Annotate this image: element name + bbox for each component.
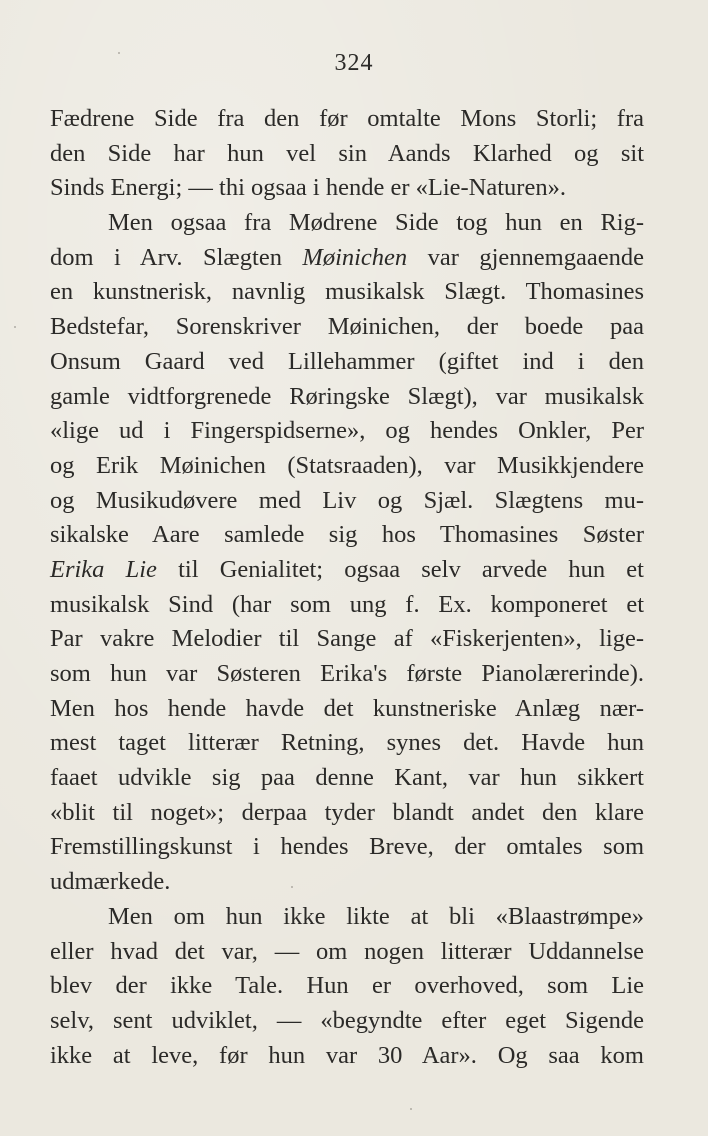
text-run: blev der ikke Tale. Hun er overhoved, som Lie bbox=[50, 972, 644, 1000]
text-line bbox=[50, 171, 644, 206]
text-run: «blit til noget»; derpaa tyder blandt andet den klare bbox=[50, 798, 644, 826]
text-run: som hun var Søsteren Erika's første Pianolærerinde). bbox=[50, 660, 644, 687]
text-line bbox=[50, 969, 644, 1004]
text-line bbox=[50, 622, 644, 657]
text-line bbox=[50, 345, 644, 380]
text-line bbox=[50, 553, 644, 588]
text-line bbox=[50, 102, 644, 137]
text-run: selv, sent udviklet, — «begyndte efter eget Sigende bbox=[50, 1006, 644, 1034]
text-run: Men ogsaa fra Mødrene Side tog hun en Rig- bbox=[108, 209, 644, 237]
text-run: Men hos hende havde det kunstneriske Anlæg nær- bbox=[50, 694, 644, 722]
paper-speck bbox=[14, 326, 16, 328]
text-run: Onsum Gaard ved Lillehammer (giftet ind i den bbox=[50, 347, 644, 375]
text-run: Bedstefar, Sorenskriver Møinichen, der boede paa bbox=[50, 313, 644, 341]
text-line bbox=[50, 449, 644, 484]
text-run: Fædrene Side fra den før omtalte Mons Storli; fra bbox=[50, 105, 644, 132]
text-line bbox=[50, 726, 644, 761]
italic-name: Erika Lie bbox=[50, 555, 157, 583]
text-run: Fremstillingskunst i hendes Breve, der omtales som bbox=[50, 833, 644, 861]
text-line bbox=[50, 310, 644, 345]
text-run: var gjennemgaaende bbox=[407, 243, 644, 271]
text-run: musikalsk Sind (har som ung f. Ex. komponeret et bbox=[50, 590, 644, 618]
body-text bbox=[50, 102, 644, 1073]
text-run: udmærkede. bbox=[50, 868, 171, 896]
text-line bbox=[50, 935, 644, 970]
text-line bbox=[50, 380, 644, 415]
text-line bbox=[50, 1039, 644, 1074]
text-run: gamle vidtforgrenede Røringske Slægt), var musikalsk bbox=[50, 382, 644, 410]
text-line bbox=[50, 484, 644, 519]
text-run: mest taget litterær Retning, synes det. Havde hun bbox=[50, 729, 644, 757]
text-line bbox=[50, 137, 644, 172]
text-run: sikalske Aare samlede sig hos Thomasines Søster bbox=[50, 521, 644, 549]
text-line bbox=[50, 518, 644, 553]
text-line bbox=[50, 206, 644, 241]
text-line bbox=[50, 830, 644, 865]
text-line bbox=[50, 692, 644, 727]
text-run: en kunstnerisk, navnlig musikalsk Slægt. Thomasines bbox=[50, 278, 644, 306]
text-run: Men om hun ikke likte at bli «Blaastrømpe» bbox=[108, 902, 644, 930]
text-run: dom i Arv. Slægten bbox=[50, 243, 303, 271]
text-run: Par vakre Melodier til Sange af «Fiskerjenten», lige- bbox=[50, 625, 644, 653]
text-line bbox=[50, 796, 644, 831]
text-run: og Musikudøvere med Liv og Sjæl. Slægtens mu- bbox=[50, 486, 644, 514]
text-run: Sinds Energi; — thi ogsaa i hende er «Lie-Naturen». bbox=[50, 174, 566, 202]
text-line bbox=[50, 657, 644, 692]
text-line bbox=[50, 900, 644, 935]
page-number: 324 bbox=[334, 50, 374, 76]
paper-speck bbox=[118, 52, 120, 54]
text-run: den Side har hun vel sin Aands Klarhed og sit bbox=[50, 139, 644, 167]
paper-speck bbox=[410, 1108, 412, 1110]
text-line bbox=[50, 865, 644, 900]
text-run: «lige ud i Fingerspidserne», og hendes Onkler, Per bbox=[50, 417, 644, 445]
text-line bbox=[50, 241, 644, 276]
text-line bbox=[50, 761, 644, 796]
italic-name: Møinichen bbox=[302, 243, 408, 271]
text-line bbox=[50, 1004, 644, 1039]
text-run: til Genialitet; ogsaa selv arvede hun et bbox=[156, 555, 644, 583]
text-run: ikke at leve, før hun var 30 Aar». Og saa kom bbox=[50, 1041, 644, 1069]
paper-speck bbox=[291, 886, 293, 888]
text-run: faaet udvikle sig paa denne Kant, var hun sikkert bbox=[50, 764, 644, 792]
text-line bbox=[50, 275, 644, 310]
text-line bbox=[50, 588, 644, 623]
text-run: og Erik Møinichen (Statsraaden), var Musikkjendere bbox=[50, 451, 644, 479]
text-line bbox=[50, 414, 644, 449]
text-run: eller hvad det var, — om nogen litterær Uddannelse bbox=[50, 937, 644, 965]
